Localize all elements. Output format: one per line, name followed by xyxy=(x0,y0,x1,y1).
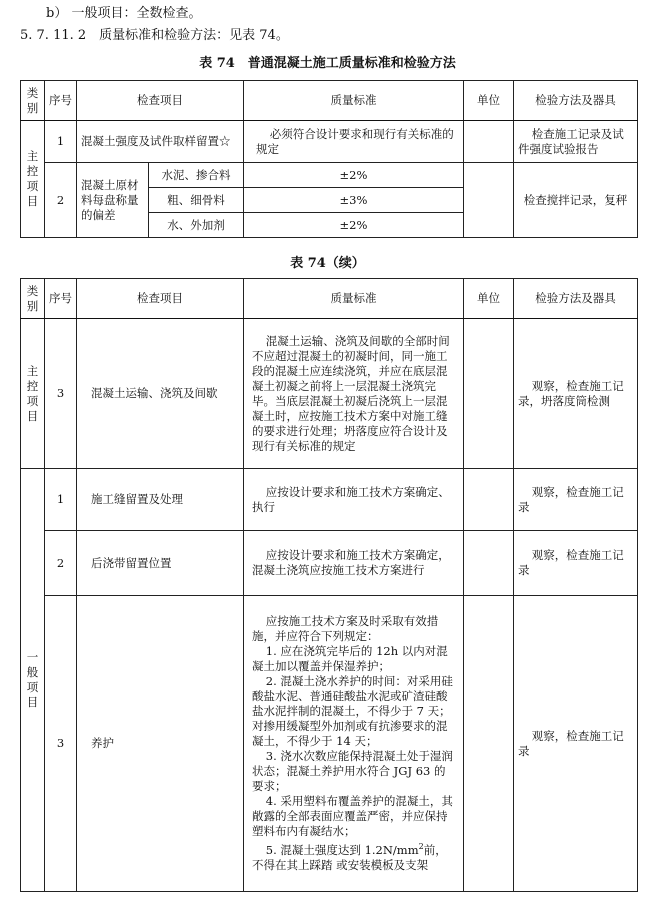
table1-caption: 表 74 普通混凝土施工质量标准和检验方法 xyxy=(199,56,456,71)
g2-method: 观察，检查施工记录 xyxy=(514,531,638,596)
t2-category-general: 一般项目 xyxy=(21,469,45,892)
row2-sub1-name: 水泥、掺合料 xyxy=(149,163,244,188)
table2 xyxy=(20,278,638,892)
row3-standard: 混凝土运输、浇筑及间歇的全部时间不应超过混凝土的初凝时间，同一施工段的混凝土应连续浇筑，并应在底层混凝土初凝之前将上一层混凝土浇筑完毕。当底层混凝土初凝后浇筑上一层混凝土时，应按施工技术方案中对施工缝的要求进行处理；坍落度应符合设计及现行有关标准的规定 xyxy=(244,319,464,469)
t2-header-standard: 质量标准 xyxy=(244,279,464,319)
row2-item: 混凝土原材料每盘称量的偏差 xyxy=(77,163,149,238)
table2-caption: 表 74（续） xyxy=(290,256,365,271)
row2-sub1-standard: ±2% xyxy=(244,163,464,188)
row1-unit xyxy=(464,121,514,163)
row2-sub3-standard: ±2% xyxy=(244,213,464,238)
row3-method: 观察，检查施工记录，坍落度筒检测 xyxy=(514,319,638,469)
row2-sub2-name: 粗、细骨料 xyxy=(149,188,244,213)
category-main: 主控项目 xyxy=(21,121,45,238)
g3-number: 3 xyxy=(45,596,77,892)
row1-item: 混凝土强度及试件取样留置☆ xyxy=(77,121,244,163)
g2-standard: 应按设计要求和施工技术方案确定，混凝土浇筑应按施工技术方案进行 xyxy=(244,531,464,596)
g3-point4: 4. 采用塑料布覆盖养护的混凝土，其敞露的全部表面应覆盖严密，并应保持塑料布内有凝结水； xyxy=(252,794,453,839)
t2-header-number: 序号 xyxy=(45,279,77,319)
g2-item: 后浇带留置位置 xyxy=(77,531,244,596)
g3-method: 观察，检查施工记录 xyxy=(514,596,638,892)
g3-point2: 2. 混凝土浇水养护的时间：对采用硅酸盐水泥、普通硅酸盐水泥或矿渣硅酸盐水泥拌制的混凝土，不得少于 7 天；对掺用缓凝型外加剂或有抗渗要求的混凝土，不得少于 14 天； xyxy=(252,674,453,749)
g1-item: 施工缝留置及处理 xyxy=(77,469,244,531)
row1-number: 1 xyxy=(45,121,77,163)
g2-unit xyxy=(464,531,514,596)
row3-item: 混凝土运输、浇筑及间歇 xyxy=(77,319,244,469)
line-b-general-items: b） 一般项目：全数检查。 xyxy=(46,6,202,21)
row2-method: 检查搅拌记录，复秤 xyxy=(514,163,638,238)
g1-number: 1 xyxy=(45,469,77,531)
g3-point3: 3. 浇水次数应能保持混凝土处于湿润状态；混凝土养护用水符合 JGJ 63 的要求； xyxy=(252,749,453,794)
row2-sub2-standard: ±3% xyxy=(244,188,464,213)
header-item: 检查项目 xyxy=(77,81,244,121)
row1-standard: 必须符合设计要求和现行有关标准的规定 xyxy=(244,121,464,163)
row1-method: 检查施工记录及试件强度试验报告 xyxy=(514,121,638,163)
t2-category-main: 主控项目 xyxy=(21,319,45,469)
t2-header-method: 检验方法及器具 xyxy=(514,279,638,319)
g3-unit xyxy=(464,596,514,892)
header-number: 序号 xyxy=(45,81,77,121)
g3-item: 养护 xyxy=(77,596,244,892)
header-category: 类别 xyxy=(21,81,45,121)
header-method: 检验方法及器具 xyxy=(514,81,638,121)
g1-unit xyxy=(464,469,514,531)
table1 xyxy=(20,80,638,238)
g2-number: 2 xyxy=(45,531,77,596)
g3-point1: 1. 应在浇筑完毕后的 12h 以内对混凝土加以覆盖并保湿养护； xyxy=(252,644,448,674)
row2-number: 2 xyxy=(45,163,77,238)
line-5-7-11-2: 5. 7. 11. 2 质量标准和检验方法：见表 74。 xyxy=(20,28,289,43)
header-standard: 质量标准 xyxy=(244,81,464,121)
t2-header-item: 检查项目 xyxy=(77,279,244,319)
row2-unit xyxy=(464,163,514,238)
g3-point5: 5. 混凝土强度达到 $1.2N/mm^2$前，不得在其上踩踏 或安装模板及支架 xyxy=(252,842,447,872)
header-unit: 单位 xyxy=(464,81,514,121)
g1-standard: 应按设计要求和施工技术方案确定、执行 xyxy=(244,469,464,531)
g3-standard xyxy=(244,596,464,892)
g3-intro: 应按施工技术方案及时采取有效措施，并应符合下列规定： xyxy=(252,614,439,644)
g1-method: 观察，检查施工记录 xyxy=(514,469,638,531)
row3-number: 3 xyxy=(45,319,77,469)
row3-unit xyxy=(464,319,514,469)
t2-header-category: 类别 xyxy=(21,279,45,319)
row2-sub3-name: 水、外加剂 xyxy=(149,213,244,238)
t2-header-unit: 单位 xyxy=(464,279,514,319)
